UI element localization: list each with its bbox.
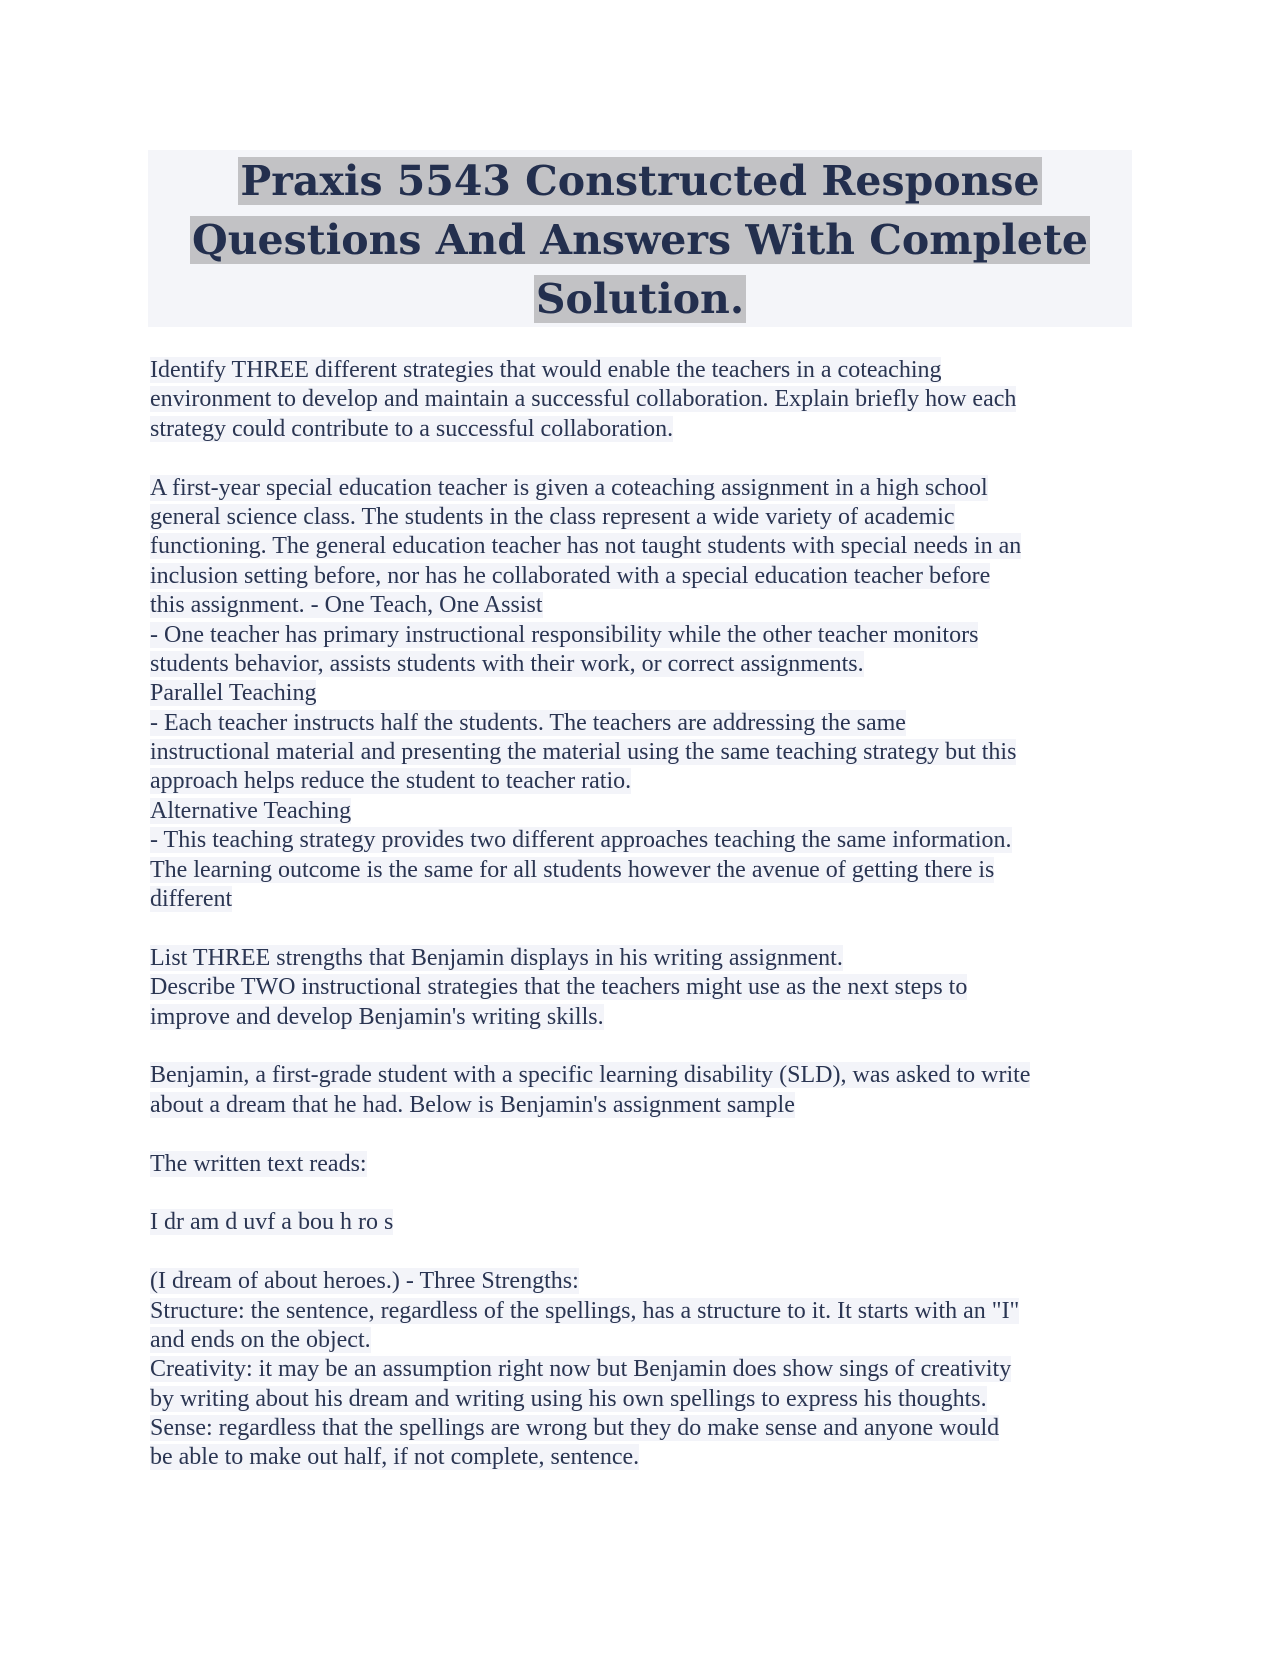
body-line: Sense: regardless that the spellings are wrong but they do make sense and anyone would [150,1415,1000,1442]
body-line: inclusion setting before, nor has he collaborated with a special education teacher before [150,562,991,589]
body-line: - Each teacher instructs half the students. The teachers are addressing the same [150,709,906,736]
body-line: Identify THREE different strategies that would enable the teachers in a coteaching [150,357,942,383]
title-line-1: Praxis 5543 Constructed Response [240,157,1040,205]
blank-line [150,1032,1130,1061]
body-line: Describe TWO instructional strategies that the teachers might use as the next steps to [150,974,968,1001]
body-line: A first-year special education teacher is given a coteaching assignment in a high school [150,474,988,501]
blank-line [150,444,1130,473]
body-line: approach helps reduce the student to teacher ratio. [150,768,632,795]
body-line: The written text reads: [150,1150,367,1177]
body-line: general science class. The students in the class represent a wide variety of academic [150,503,955,530]
body-line: - This teaching strategy provides two different approaches teaching the same information. [150,827,1012,854]
blank-line [150,914,1130,943]
body-line: improve and develop Benjamin's writing skills. [150,1003,604,1030]
body-line: Structure: the sentence, regardless of the spellings, has a structure to it. It starts with an "I" [150,1297,1020,1324]
body-line: functioning. The general education teacher has not taught students with special needs in an [150,533,1022,560]
body-line: - One teacher has primary instructional responsibility while the other teacher monitors [150,621,979,648]
body-line: List THREE strengths that Benjamin displays in his writing assignment. [150,944,843,971]
blank-line [150,1238,1130,1267]
body-line: environment to develop and maintain a successful collaboration. Explain briefly how each [150,386,1017,413]
body-line: Alternative Teaching [150,797,352,824]
document-body [150,356,1130,1473]
body-line: The learning outcome is the same for all students however the avenue of getting there is [150,856,995,883]
body-line: different [150,886,233,913]
body-line: Parallel Teaching [150,680,317,707]
body-line: instructional material and presenting the material using the same teaching strategy but this [150,739,1017,766]
body-line: this assignment. - One Teach, One Assist [150,592,543,619]
document-title [148,150,1132,327]
body-line: Benjamin, a first-grade student with a specific learning disability (SLD), was asked to write [150,1062,1031,1089]
blank-line [150,1120,1130,1149]
body-line: (I dream of about heroes.) - Three Strengths: [150,1268,579,1295]
title-line-3: Solution. [535,275,745,323]
title-line-2: Questions And Answers With Complete [192,216,1088,264]
body-line: strategy could contribute to a successful collaboration. [150,415,674,442]
body-line: students behavior, assists students with their work, or correct assignments. [150,650,864,677]
body-line: Creativity: it may be an assumption right now but Benjamin does show sings of creativity [150,1356,1012,1383]
blank-line [150,1179,1130,1208]
body-line: and ends on the object. [150,1326,371,1353]
body-line: be able to make out half, if not complete, sentence. [150,1444,640,1471]
body-line: by writing about his dream and writing using his own spellings to express his thoughts. [150,1385,987,1412]
body-line: I dr am d uvf a bou h ro s [150,1209,394,1236]
body-line: about a dream that he had. Below is Benjamin's assignment sample [150,1091,795,1118]
